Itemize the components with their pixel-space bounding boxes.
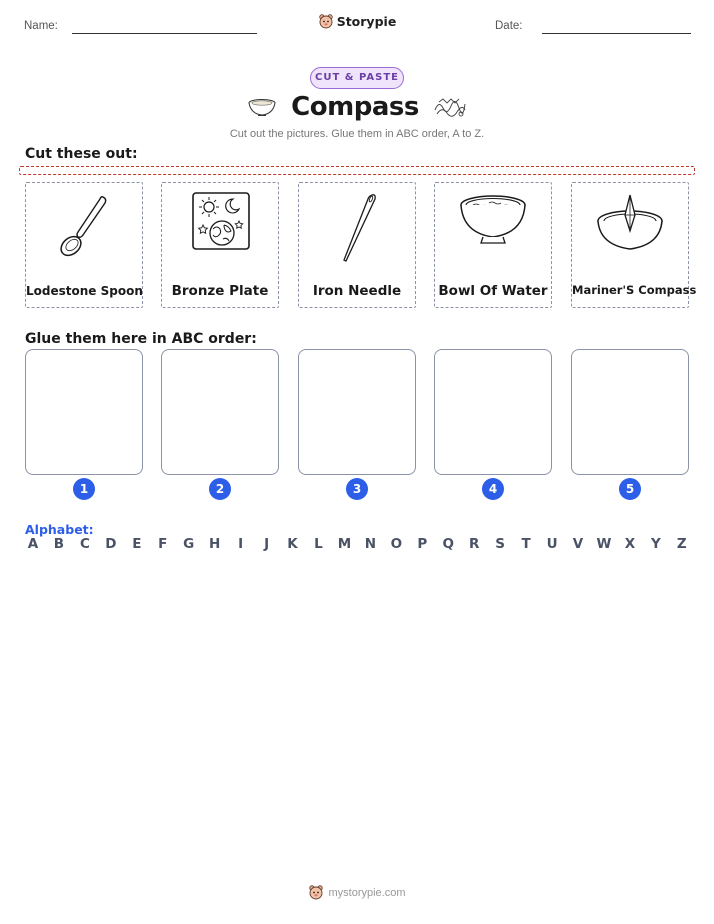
card-label: Bowl Of Water	[438, 283, 548, 299]
cut-dashed-line	[19, 166, 695, 175]
alphabet-letter: X	[624, 536, 636, 552]
alphabet-letter: Q	[442, 536, 454, 552]
date-label: Date:	[495, 20, 523, 32]
card-label: Lodestone Spoon	[26, 284, 143, 298]
card-label: Bronze Plate	[171, 283, 269, 299]
glue-box-3[interactable]	[298, 349, 416, 475]
number-badge-5: 5	[619, 478, 641, 500]
cut-card-bowl-of-water[interactable]	[434, 182, 552, 308]
title-row	[0, 92, 714, 122]
glue-box-1[interactable]	[25, 349, 143, 475]
alphabet-letter: B	[53, 536, 65, 552]
cut-card-bronze-plate[interactable]	[161, 182, 279, 308]
brand-logo	[0, 13, 714, 34]
glue-heading: Glue them here in ABC order:	[25, 331, 257, 347]
number-badge-4: 4	[482, 478, 504, 500]
alphabet-title: Alphabet:	[25, 522, 94, 537]
number-badge-1: 1	[73, 478, 95, 500]
instructions: Cut out the pictures. Glue them in ABC order, A to Z.	[229, 128, 485, 140]
water-bowl-icon	[459, 191, 529, 253]
bowl-icon	[247, 96, 277, 118]
alphabet-letter: D	[105, 536, 117, 552]
storypie-mascot-icon	[308, 884, 324, 901]
spoon-icon	[55, 191, 115, 259]
alphabet-letter: G	[183, 536, 195, 552]
name-label: Name:	[24, 20, 58, 32]
compass-bowl-icon	[596, 191, 666, 257]
glue-box-5[interactable]	[571, 349, 689, 475]
alphabet-letter: L	[314, 536, 323, 552]
alphabet-letter: R	[469, 536, 480, 552]
glue-box-2[interactable]	[161, 349, 279, 475]
cut-paste-badge: CUT & PASTE	[310, 67, 404, 89]
alphabet-letter: V	[572, 536, 584, 552]
card-label: Mariner'S Compass	[572, 283, 697, 297]
brand-name: Storypie	[336, 14, 397, 29]
glue-box-4[interactable]	[434, 349, 552, 475]
needle-icon	[328, 191, 388, 263]
alphabet-letter: C	[79, 536, 90, 552]
sun-moon-earth-plate-icon	[191, 191, 251, 253]
alphabet-letter: H	[209, 536, 221, 552]
alphabet-letter: E	[132, 536, 142, 552]
cut-card-lodestone-spoon[interactable]	[25, 182, 143, 308]
number-badge-2: 2	[209, 478, 231, 500]
page-title: Compass	[291, 92, 419, 122]
alphabet-letter: J	[264, 536, 270, 552]
decorative-scribble-icon	[433, 96, 467, 118]
alphabet-letter: W	[596, 536, 612, 552]
alphabet-letter: T	[521, 536, 531, 552]
alphabet-letter: N	[364, 536, 377, 552]
cut-card-mariners-compass[interactable]	[571, 182, 697, 308]
alphabet-letter: K	[287, 536, 298, 552]
alphabet-letter: Z	[676, 536, 687, 552]
card-label: Iron Needle	[312, 283, 402, 299]
alphabet-letter: Y	[650, 536, 661, 552]
footer	[0, 884, 714, 905]
cut-heading: Cut these out:	[25, 146, 138, 162]
alphabet-letter: P	[417, 536, 428, 552]
alphabet-letter: I	[238, 536, 244, 552]
alphabet-letter: U	[546, 536, 558, 552]
alphabet-letter: F	[158, 536, 168, 552]
alphabet-row	[25, 536, 690, 552]
number-badge-3: 3	[346, 478, 368, 500]
cut-card-iron-needle[interactable]	[298, 182, 416, 308]
alphabet-letter: S	[495, 536, 506, 552]
storypie-mascot-icon	[318, 13, 334, 30]
alphabet-letter: M	[337, 536, 352, 552]
alphabet-letter: A	[27, 536, 39, 552]
alphabet-letter: O	[390, 536, 403, 552]
footer-site[interactable]: mystorypie.com	[328, 886, 406, 899]
